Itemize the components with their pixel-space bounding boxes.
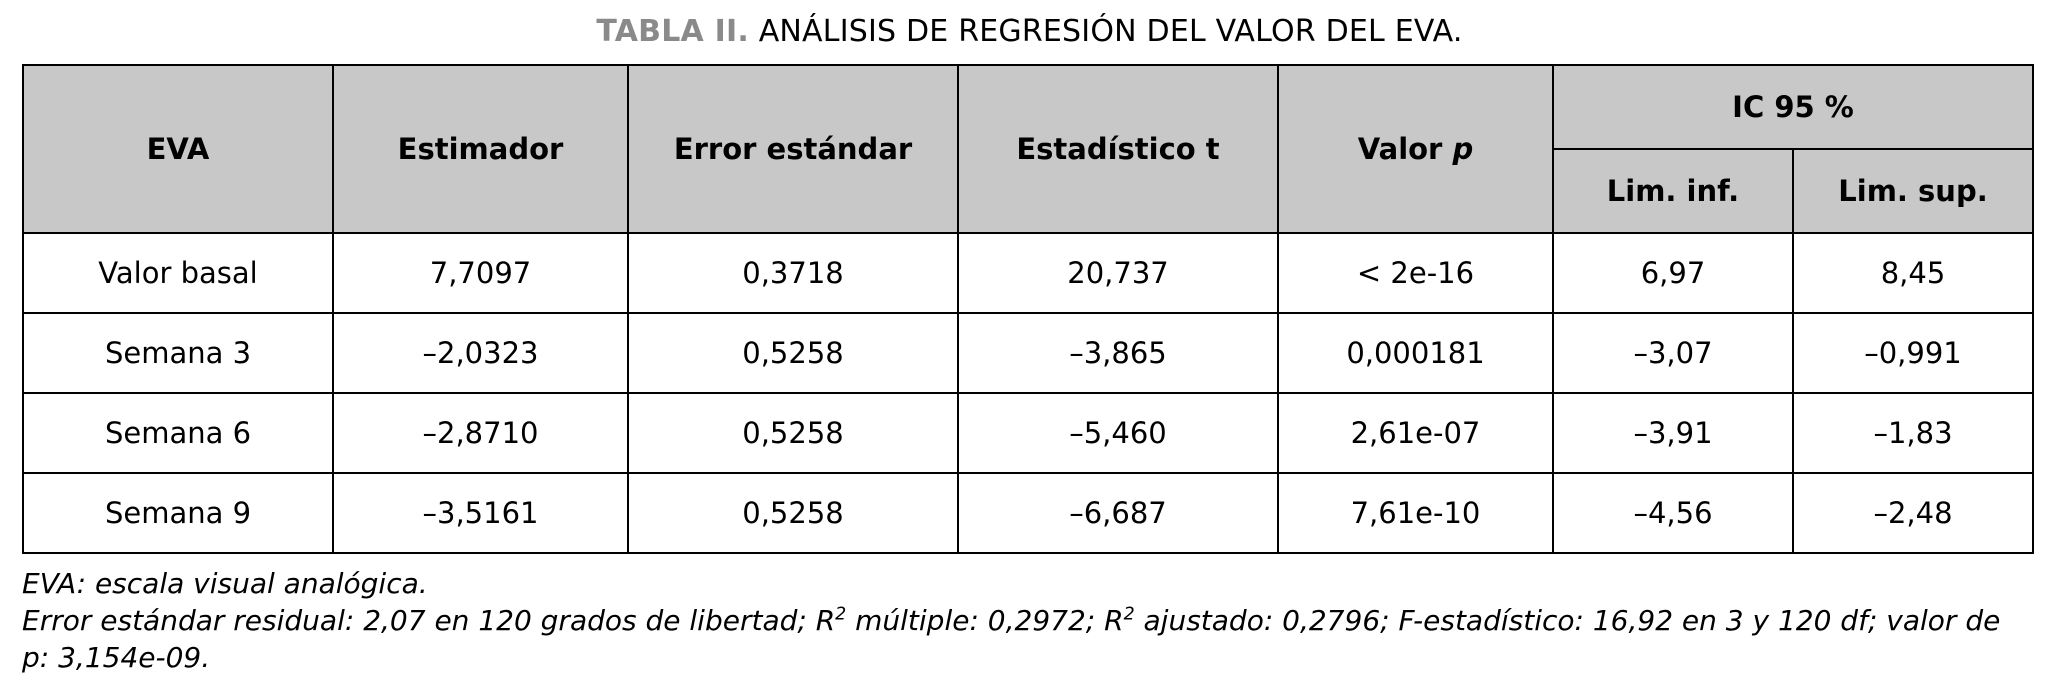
cell-eva: Valor basal [23,233,333,313]
table-footnotes [22,566,2037,677]
cell-lim-inf: 6,97 [1553,233,1793,313]
cell-valor-p: 0,000181 [1278,313,1553,393]
footnote-part-c: ajustado: 0,2796; F-estadístico: 16,92 en 3 y 120 df; valor de p: 3,154e-09. [22,603,2001,674]
caption-label: TABLA II. [596,14,749,49]
cell-error-estandar: 0,3718 [628,233,958,313]
cell-eva: Semana 9 [23,473,333,553]
cell-lim-sup: –2,48 [1793,473,2033,553]
table-head [23,65,2033,233]
cell-lim-inf: –3,91 [1553,393,1793,473]
cell-estimador: –2,8710 [333,393,628,473]
cell-valor-p: 2,61e-07 [1278,393,1553,473]
cell-valor-p: < 2e-16 [1278,233,1553,313]
table-caption [22,14,2037,50]
col-header-valor-p [1278,65,1553,233]
cell-estimador: –2,0323 [333,313,628,393]
footnote-part-a: Error estándar residual: 2,07 en 120 grados de libertad; R [22,603,836,637]
cell-error-estandar: 0,5258 [628,313,958,393]
valor-p-text: Valor [1357,132,1453,166]
cell-eva: Semana 3 [23,313,333,393]
caption-text: ANÁLISIS DE REGRESIÓN DEL VALOR DEL EVA. [758,14,1463,49]
cell-estadistico-t: –6,687 [958,473,1278,553]
cell-estadistico-t: –5,460 [958,393,1278,473]
footnote-statistics [22,603,2034,677]
col-header-error-estandar: Error estándar [628,65,958,233]
table-row [23,233,2033,313]
table-body [23,233,2033,553]
col-header-estadistico-t: Estadístico t [958,65,1278,233]
col-header-ic-95: IC 95 % [1553,65,2033,149]
cell-estadistico-t: 20,737 [958,233,1278,313]
table-row [23,473,2033,553]
col-header-estimador: Estimador [333,65,628,233]
cell-estimador: –3,5161 [333,473,628,553]
footnote-abbreviation: EVA: escala visual analógica. [22,567,428,600]
cell-estadistico-t: –3,865 [958,313,1278,393]
cell-lim-sup: –0,991 [1793,313,2033,393]
cell-estimador: 7,7097 [333,233,628,313]
cell-error-estandar: 0,5258 [628,473,958,553]
footnote-part-b: múltiple: 0,2972; R [846,603,1124,637]
cell-lim-sup: 8,45 [1793,233,2033,313]
cell-lim-sup: –1,83 [1793,393,2033,473]
cell-lim-inf: –3,07 [1553,313,1793,393]
col-header-eva: EVA [23,65,333,233]
regression-table [22,64,2034,554]
cell-eva: Semana 6 [23,393,333,473]
footnote-superscript-1: 2 [835,604,847,625]
header-row-1 [23,65,2033,149]
footnote-superscript-2: 2 [1123,604,1135,625]
cell-lim-inf: –4,56 [1553,473,1793,553]
col-header-lim-inf: Lim. inf. [1553,149,1793,233]
valor-p-symbol: p [1452,132,1474,166]
table-row [23,313,2033,393]
col-header-lim-sup: Lim. sup. [1793,149,2033,233]
cell-error-estandar: 0,5258 [628,393,958,473]
table-row [23,393,2033,473]
cell-valor-p: 7,61e-10 [1278,473,1553,553]
